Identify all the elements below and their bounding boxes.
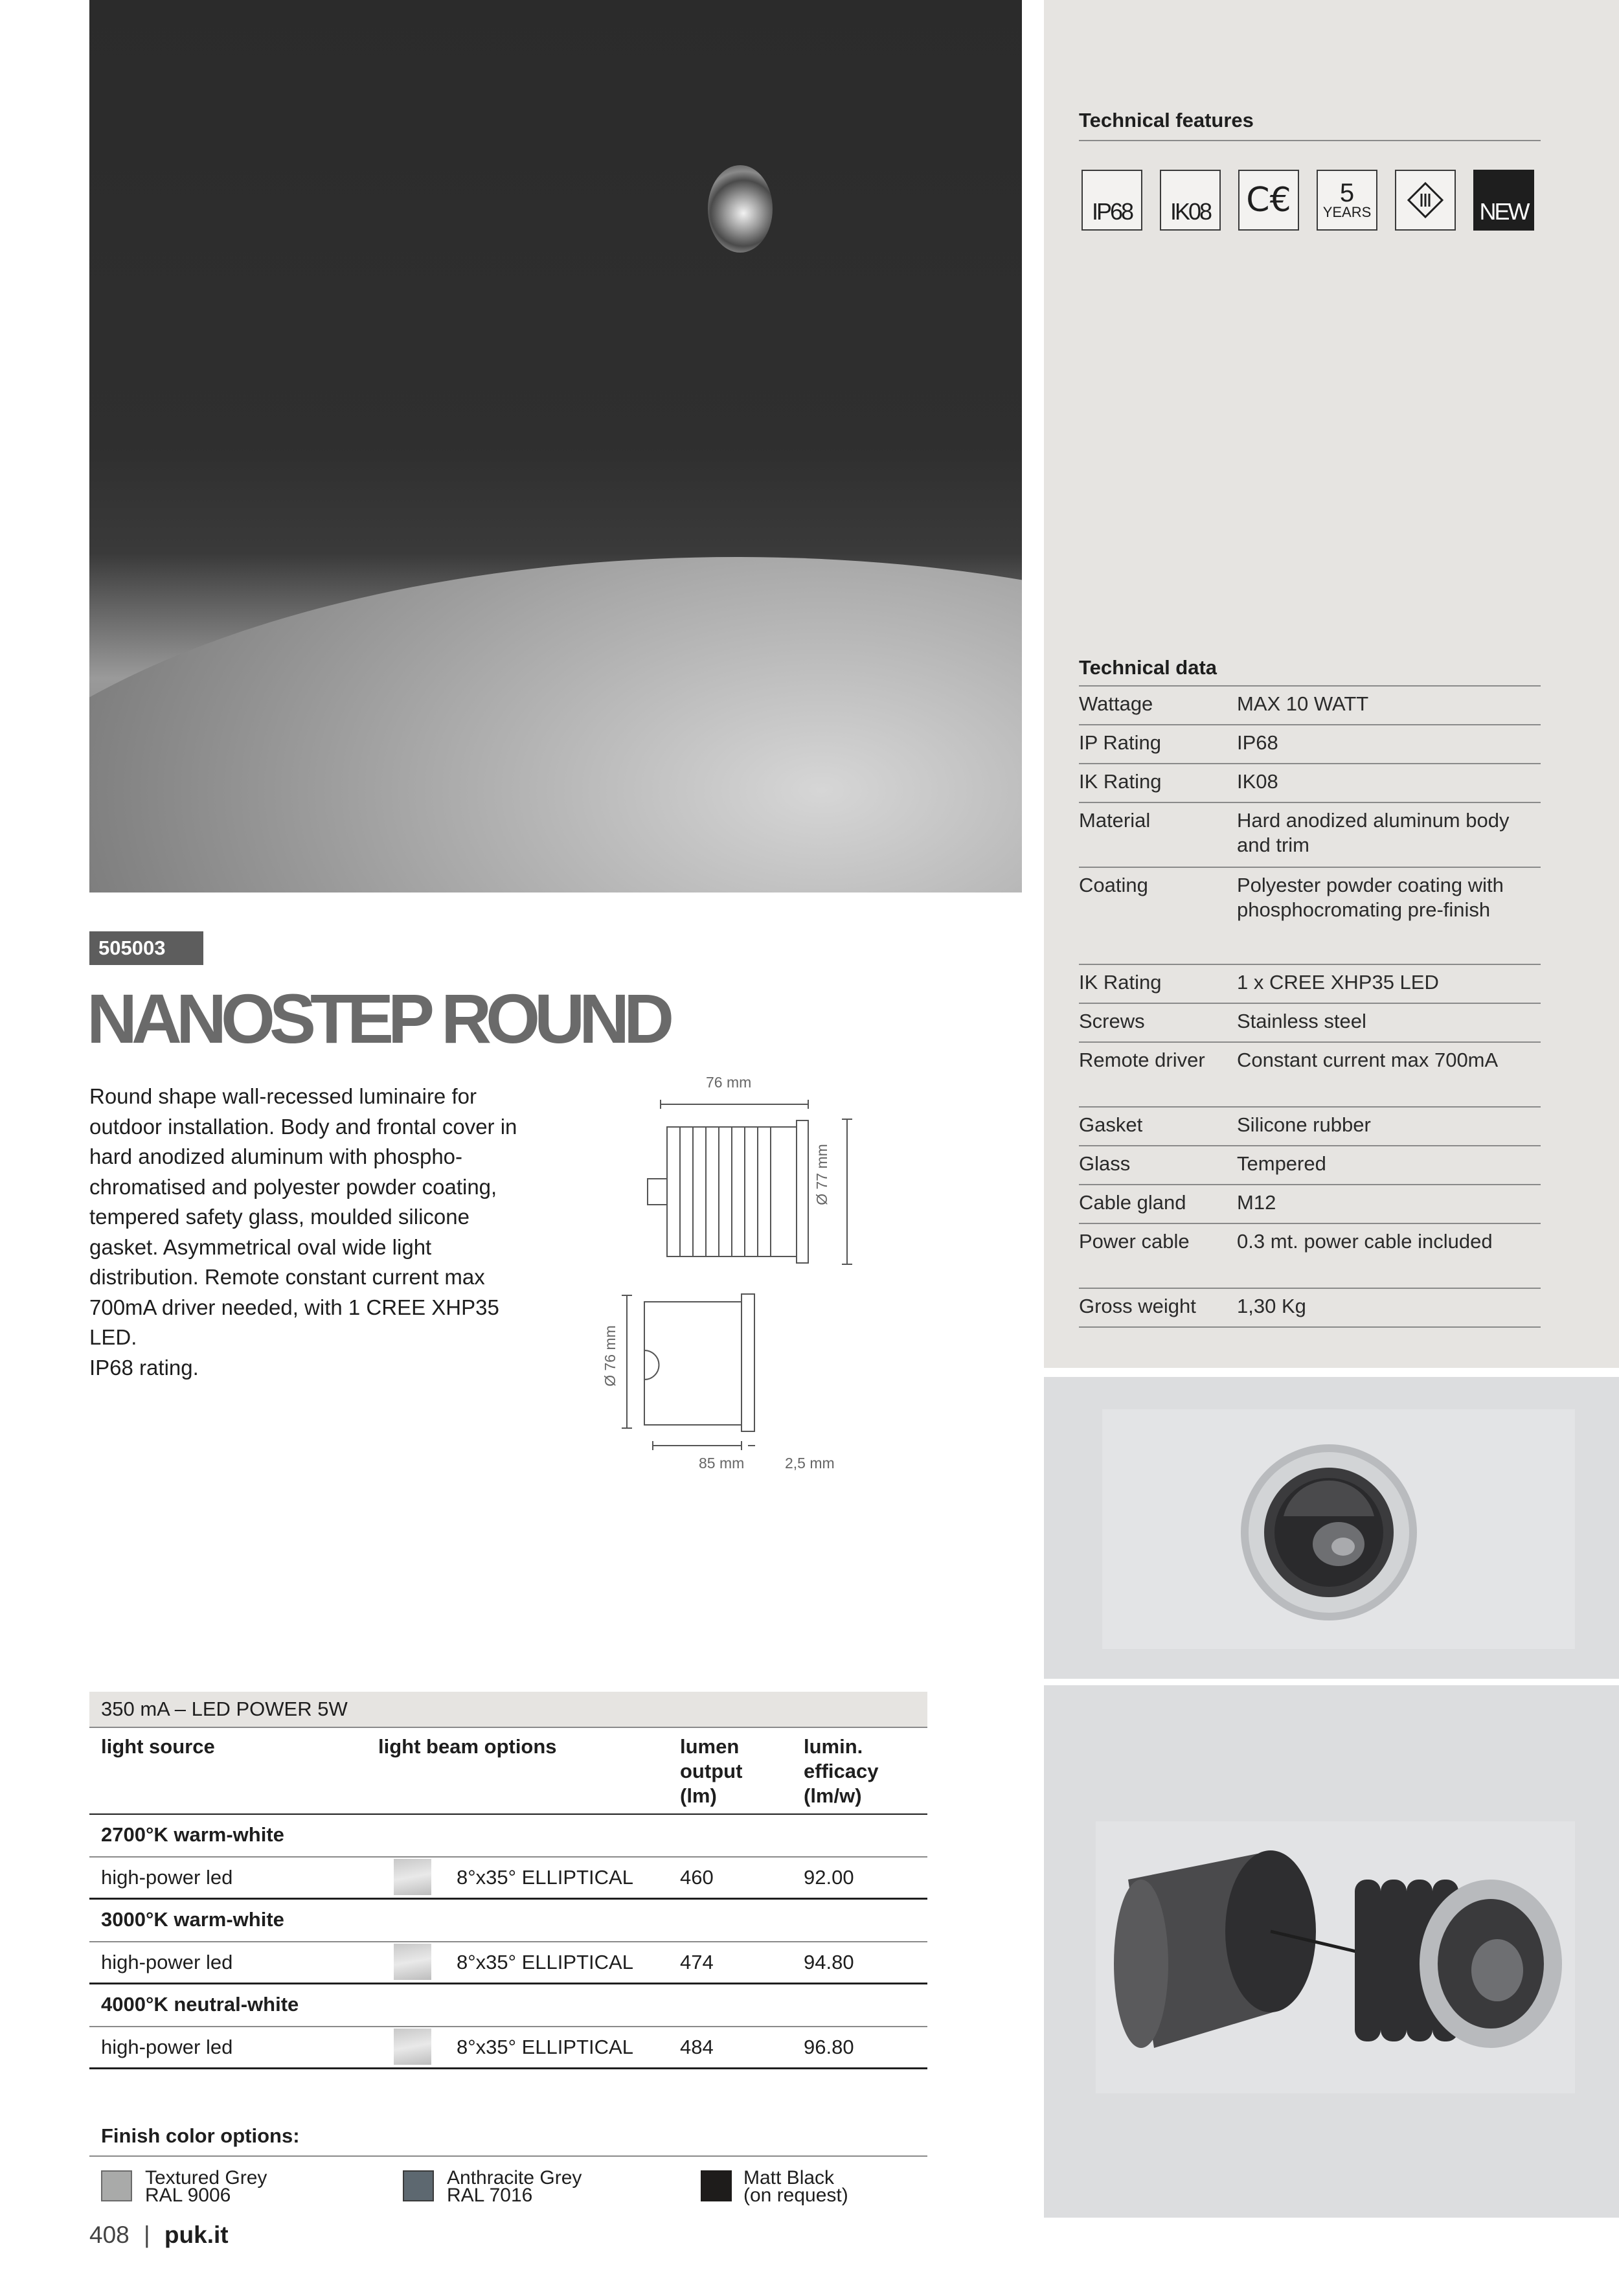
col-light-source: light source: [101, 1735, 215, 1758]
table-row-beam: 8°x35° ELLIPTICAL: [457, 2036, 633, 2058]
table-row-lumen: 474: [680, 1951, 714, 1973]
product-code-tag: 505003: [89, 931, 203, 965]
finish-label: Textured Grey RAL 9006: [145, 2167, 267, 2206]
swatch-matt-black: [701, 2170, 732, 2201]
beam-icon: [394, 2029, 431, 2065]
col-efficacy: lumin. efficacy (lm/w): [804, 1735, 879, 1807]
site-link[interactable]: puk.it: [164, 2222, 229, 2248]
dim-depth: 85 mm: [699, 1455, 745, 1472]
table-row-efficacy: 92.00: [804, 1866, 854, 1889]
spec-row: Power cable 0.3 mt. power cable included: [1079, 1224, 1541, 1289]
page-footer: 408 | puk.it: [89, 2222, 229, 2248]
dim-front-diameter: Ø 76 mm: [601, 1325, 618, 1387]
table-row-lumen: 484: [680, 2036, 714, 2058]
swatch-anthracite-grey: [403, 2170, 434, 2201]
col-light-beam: light beam options: [378, 1735, 557, 1758]
group-heading: 2700°K warm-white: [101, 1823, 284, 1846]
performance-table-title: 350 mA – LED POWER 5W: [101, 1698, 348, 1720]
ce-mark-icon: C€: [1238, 170, 1299, 231]
table-row-source: high-power led: [101, 1866, 233, 1889]
table-row-beam: 8°x35° ELLIPTICAL: [457, 1951, 633, 1973]
spec-row: Coating Polyester powder coating with phosphocromating pre-finish: [1079, 868, 1541, 965]
table-row-source: high-power led: [101, 2036, 233, 2058]
spec-row: Glass Tempered: [1079, 1146, 1541, 1185]
beam-icon: [394, 1859, 431, 1895]
beam-icon: [394, 1944, 431, 1980]
technical-features-title: Technical features: [1079, 109, 1254, 131]
new-badge-icon: NEW: [1473, 170, 1534, 231]
product-front-photo: [1044, 1377, 1619, 1679]
product-exploded-photo: [1044, 1685, 1619, 2218]
spec-row: Wattage MAX 10 WATT: [1079, 687, 1541, 725]
ip68-icon: IP68: [1081, 170, 1142, 231]
warranty-5-years-icon: 5 YEARS: [1317, 170, 1377, 231]
table-row-beam: 8°x35° ELLIPTICAL: [457, 1866, 633, 1889]
product-description: Round shape wall-recessed luminaire for outdoor installation. Body and frontal cover in hard anodized aluminum with phospho-chromatised and polyester powder coating, tempered safety glass, moulded silicone gasket. Asymmetrical oval wide light distribution. Remote constant current max 700mA driver needed, with 1 CREE XHP35 LED. IP68 rating.: [89, 1084, 517, 1380]
finish-label: Matt Black (on request): [743, 2167, 848, 2206]
table-row-source: high-power led: [101, 1951, 233, 1973]
group-heading: 4000°K neutral-white: [101, 1993, 299, 2016]
spec-row: IP Rating IP68: [1079, 725, 1541, 764]
finish-label: Anthracite Grey RAL 7016: [447, 2167, 582, 2206]
class-iii-icon: [1395, 170, 1456, 231]
table-row-efficacy: 94.80: [804, 1951, 854, 1973]
spec-row: Gasket Silicone rubber: [1079, 1108, 1541, 1146]
spec-row: Remote driver Constant current max 700mA: [1079, 1043, 1541, 1108]
ik08-icon: IK08: [1160, 170, 1221, 231]
table-row-efficacy: 96.80: [804, 2036, 854, 2058]
dim-side-height: Ø 77 mm: [813, 1144, 830, 1205]
spec-row: Cable gland M12: [1079, 1185, 1541, 1224]
spec-row: IK Rating 1 x CREE XHP35 LED: [1079, 965, 1541, 1004]
dim-flange: 2,5 mm: [785, 1455, 835, 1472]
technical-data-title: Technical data: [1079, 656, 1217, 679]
installed-luminaire: [708, 165, 773, 253]
col-lumen-output: lumen output (lm): [680, 1735, 743, 1807]
swatch-textured-grey: [101, 2170, 132, 2201]
finish-options-title: Finish color options:: [101, 2124, 300, 2147]
spec-row: Screws Stainless steel: [1079, 1004, 1541, 1043]
spec-row: Gross weight 1,30 Kg: [1079, 1289, 1541, 1328]
product-title: NANOSTEP ROUND: [87, 979, 669, 1058]
spec-row: Material Hard anodized aluminum body and trim: [1079, 803, 1541, 868]
dimension-drawing: [583, 1075, 881, 1490]
hero-product-photo: [89, 0, 1022, 892]
group-heading: 3000°K warm-white: [101, 1908, 284, 1931]
table-row-lumen: 460: [680, 1866, 714, 1889]
dim-top-width: 76 mm: [706, 1074, 752, 1091]
spec-row: IK Rating IK08: [1079, 764, 1541, 803]
